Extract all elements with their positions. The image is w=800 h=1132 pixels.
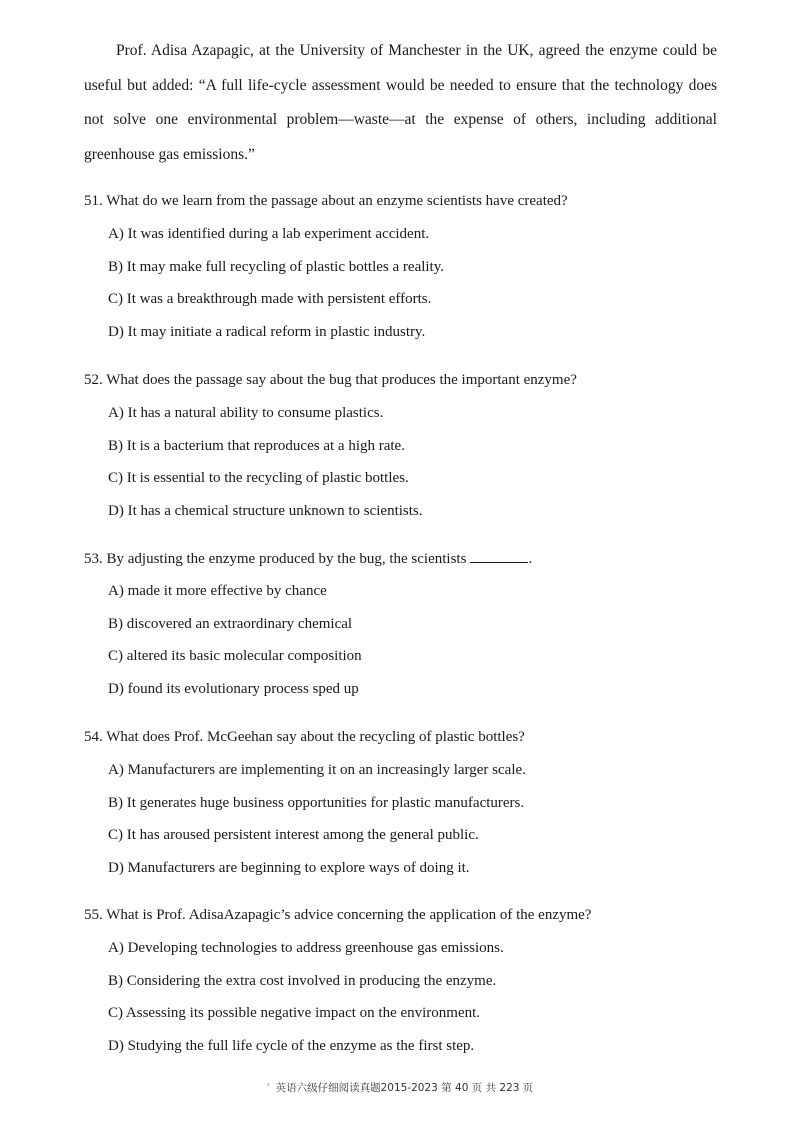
question-stem-text: 53. By adjusting the enzyme produced by the bug, the scientists	[84, 551, 467, 567]
question-55	[84, 905, 724, 1068]
question-stem: 54. What does Prof. McGeehan say about the recycling of plastic bottles?	[84, 729, 525, 745]
passage-paragraph: Prof. Adisa Azapagic, at the University of Manchester in the UK, agreed the enzyme could be useful but added: “A full life-cycle assessment would be needed to ensure that the technology does not solve one environmental problem—waste—at the expense of others, including additional greenhouse gas emissions.”	[84, 42, 717, 163]
option-c: C) It is essential to the recycling of plastic bottles.	[108, 470, 409, 486]
question-stem: 55. What is Prof. AdisaAzapagic’s advice concerning the application of the enzyme?	[84, 907, 592, 923]
option-b: B) Considering the extra cost involved in producing the enzyme.	[108, 972, 497, 989]
option-d: D) found its evolutionary process sped up	[108, 680, 359, 697]
option-d: D) Manufacturers are beginning to explore ways of doing it.	[108, 859, 470, 876]
question-52	[84, 370, 724, 533]
question-53	[84, 548, 724, 711]
option-d: D) It has a chemical structure unknown to scientists.	[108, 502, 423, 519]
question-stem: 52. What does the passage say about the bug that produces the important enzyme?	[84, 372, 577, 388]
option-a: A) It has a natural ability to consume plastics.	[108, 405, 384, 421]
option-d: D) Studying the full life cycle of the enzyme as the first step.	[108, 1037, 475, 1054]
question-stem	[84, 548, 724, 581]
option-b: B) It may make full recycling of plastic bottles a reality.	[108, 258, 444, 275]
option-b: B) discovered an extraordinary chemical	[108, 615, 353, 632]
option-d: D) It may initiate a radical reform in plastic industry.	[108, 323, 426, 340]
option-c: C) It has aroused persistent interest among the general public.	[108, 827, 479, 843]
page-footer	[0, 1080, 800, 1095]
option-a: A) Manufacturers are implementing it on an increasingly larger scale.	[108, 762, 526, 778]
option-c: C) Assessing its possible negative impact on the environment.	[108, 1005, 481, 1021]
option-c: C) It was a breakthrough made with persistent efforts.	[108, 291, 432, 307]
option-a: A) made it more effective by chance	[108, 583, 327, 599]
question-54	[84, 727, 724, 890]
option-b: B) It generates huge business opportunities for plastic manufacturers.	[108, 794, 525, 811]
question-stem-end: .	[528, 551, 533, 567]
option-a: A) It was identified during a lab experiment accident.	[108, 226, 430, 242]
answer-blank	[470, 548, 528, 563]
question-stem: 51. What do we learn from the passage about an enzyme scientists have created?	[84, 193, 568, 209]
footer-mark: '	[266, 1082, 270, 1094]
option-a: A) Developing technologies to address greenhouse gas emissions.	[108, 940, 504, 956]
option-b: B) It is a bacterium that reproduces at a high rate.	[108, 437, 405, 454]
option-c: C) altered its basic molecular composition	[108, 648, 362, 664]
question-51	[84, 191, 724, 354]
footer-text: 英语六级仔细阅读真题2015-2023 第 40 页 共 223 页	[275, 1082, 534, 1094]
